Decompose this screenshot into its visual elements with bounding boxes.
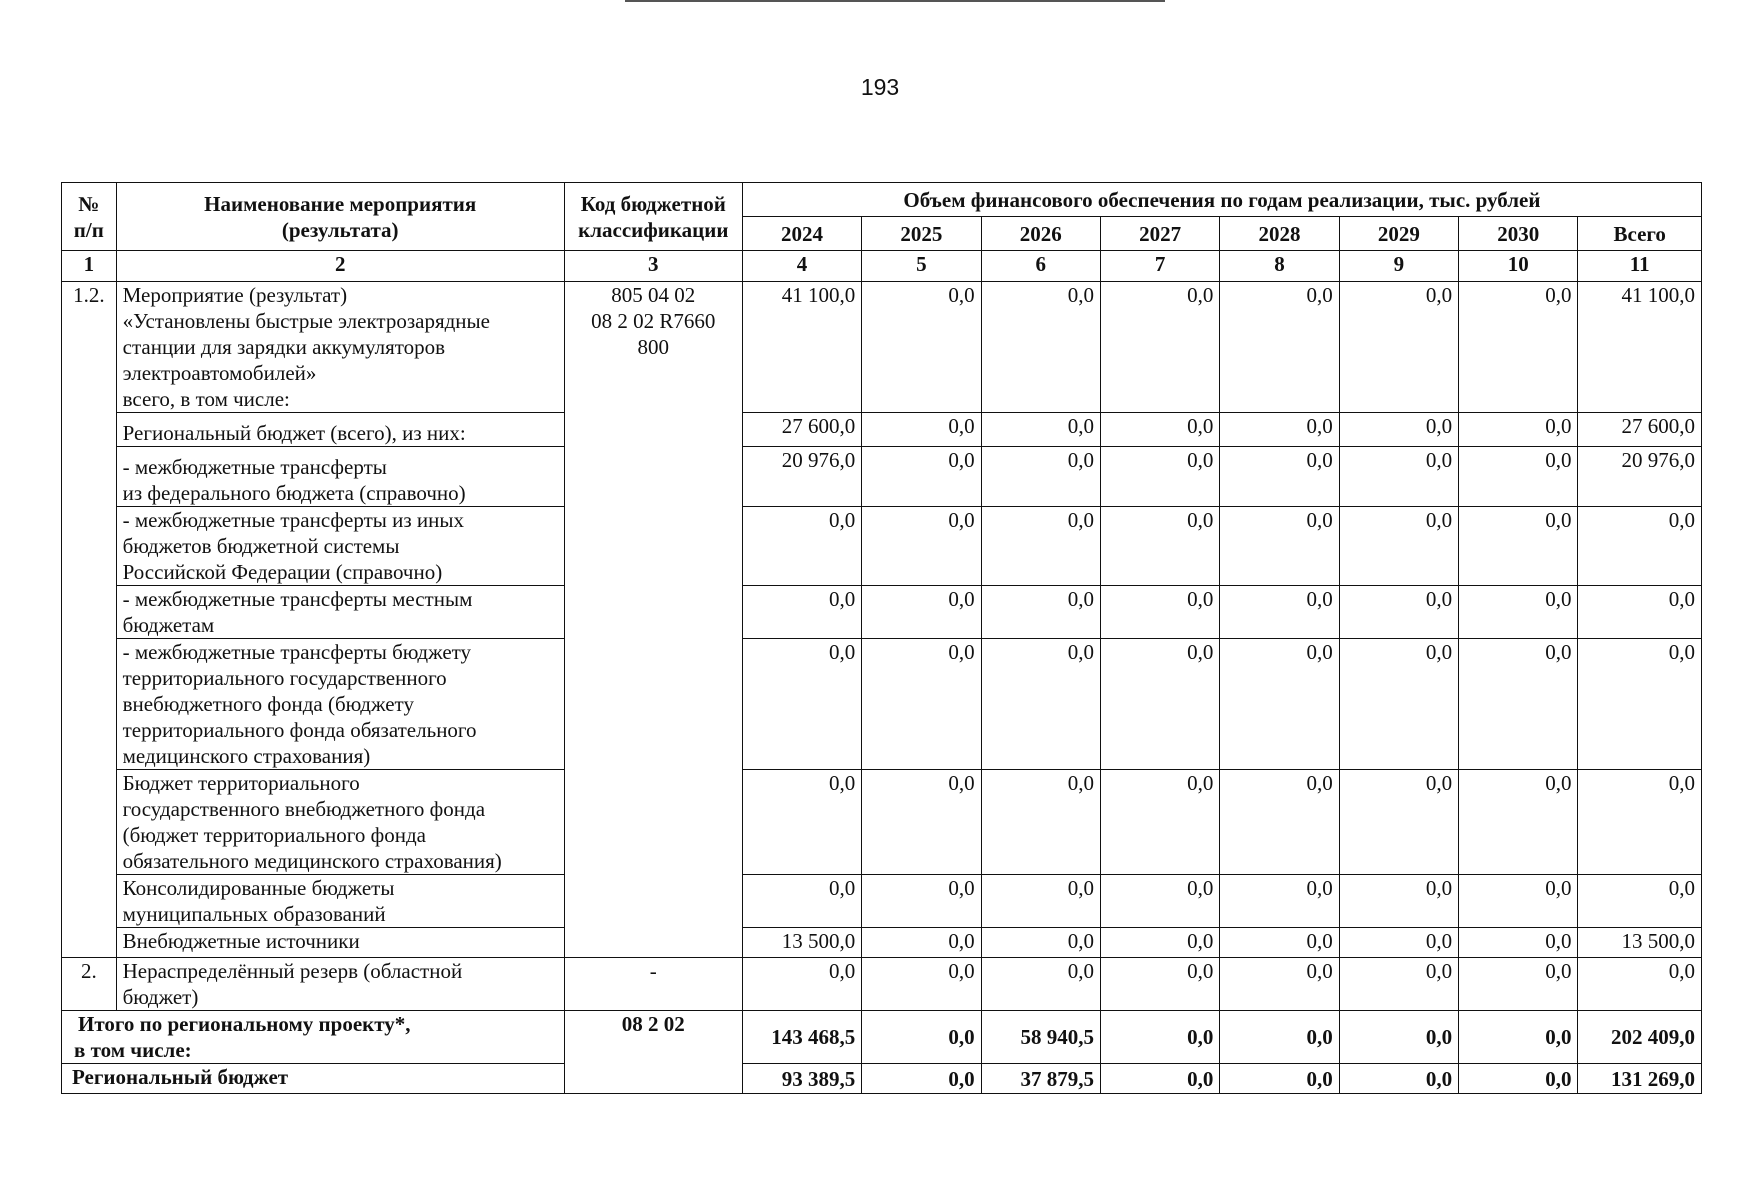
value-cell: 0,0 bbox=[1220, 282, 1339, 413]
value-cell: 0,0 bbox=[862, 770, 981, 875]
value-cell: 0,0 bbox=[1459, 958, 1578, 1011]
row-name-line: - межбюджетные трансферты из иных bbox=[122, 508, 464, 532]
value-cell: 0,0 bbox=[1220, 958, 1339, 1011]
regional-value-cell: 0,0 bbox=[1100, 1064, 1219, 1094]
value-cell: 0,0 bbox=[1339, 875, 1458, 928]
header-name bbox=[116, 183, 564, 251]
value-cell: 0,0 bbox=[1459, 413, 1578, 447]
header-year-6: 2030 bbox=[1459, 217, 1578, 251]
value-cell: 13 500,0 bbox=[742, 928, 861, 958]
page-number: 193 bbox=[860, 74, 900, 100]
table-row bbox=[62, 958, 1702, 1011]
header-year-1: 2025 bbox=[862, 217, 981, 251]
budget-code: - bbox=[564, 958, 742, 1011]
regional-value-cell: 0,0 bbox=[1459, 1064, 1578, 1094]
row-name-line: (бюджет территориального фонда bbox=[122, 823, 426, 847]
value-cell: 0,0 bbox=[1339, 413, 1458, 447]
total-value-cell: 0,0 bbox=[862, 1011, 981, 1064]
value-cell: 0,0 bbox=[1100, 507, 1219, 586]
value-cell: 0,0 bbox=[981, 413, 1100, 447]
column-number-11: 11 bbox=[1578, 251, 1702, 282]
row-name-line: бюджетов бюджетной системы bbox=[122, 534, 400, 558]
row-name bbox=[116, 928, 564, 958]
row-name-line: из федерального бюджета (справочно) bbox=[122, 481, 466, 505]
value-cell: 0,0 bbox=[742, 586, 861, 639]
value-cell: 0,0 bbox=[1339, 958, 1458, 1011]
column-number-5: 5 bbox=[862, 251, 981, 282]
row-name-line: муниципальных образований bbox=[122, 902, 386, 926]
column-number-7: 7 bbox=[1100, 251, 1219, 282]
column-number-1: 1 bbox=[62, 251, 117, 282]
row-name-line: Российской Федерации (справочно) bbox=[122, 560, 443, 584]
value-cell: 0,0 bbox=[1578, 770, 1702, 875]
value-cell: 0,0 bbox=[1220, 639, 1339, 770]
column-number-6: 6 bbox=[981, 251, 1100, 282]
value-cell: 0,0 bbox=[1339, 928, 1458, 958]
column-number-8: 8 bbox=[1220, 251, 1339, 282]
header-name-line1: Наименование мероприятия bbox=[204, 191, 477, 216]
value-cell: 0,0 bbox=[1220, 770, 1339, 875]
total-name-line: Итого по региональному проекту*, bbox=[78, 1012, 411, 1036]
regional-value-cell: 131 269,0 bbox=[1578, 1064, 1702, 1094]
row-name-line: Нераспределённый резерв (областной bbox=[122, 959, 463, 983]
value-cell: 0,0 bbox=[1459, 639, 1578, 770]
row-number: 2. bbox=[62, 958, 117, 1011]
value-cell: 0,0 bbox=[1339, 770, 1458, 875]
regional-name: Региональный бюджет bbox=[62, 1064, 565, 1094]
value-cell: 20 976,0 bbox=[1578, 447, 1702, 507]
total-value-cell: 58 940,5 bbox=[981, 1011, 1100, 1064]
table-row bbox=[62, 507, 1702, 586]
value-cell: 0,0 bbox=[981, 282, 1100, 413]
row-name-line: всего, в том числе: bbox=[122, 387, 290, 411]
value-cell: 0,0 bbox=[1459, 770, 1578, 875]
table-row bbox=[62, 928, 1702, 958]
header-year-3: 2027 bbox=[1100, 217, 1219, 251]
row-name-line: «Установлены быстрые электрозарядные bbox=[122, 309, 490, 333]
value-cell: 0,0 bbox=[1459, 875, 1578, 928]
value-cell: 0,0 bbox=[1339, 639, 1458, 770]
row-name-line: государственного внебюджетного фонда bbox=[122, 797, 486, 821]
row-name bbox=[116, 958, 564, 1011]
value-cell: 0,0 bbox=[1100, 586, 1219, 639]
value-cell: 0,0 bbox=[1220, 928, 1339, 958]
column-number-2: 2 bbox=[116, 251, 564, 282]
row-name bbox=[116, 639, 564, 770]
table-row bbox=[62, 586, 1702, 639]
total-value-cell: 202 409,0 bbox=[1578, 1011, 1702, 1064]
budget-code bbox=[564, 282, 742, 958]
value-cell: 0,0 bbox=[1220, 586, 1339, 639]
row-name bbox=[116, 413, 564, 447]
column-numbers-row bbox=[62, 251, 1702, 282]
header-name-line2: (результата) bbox=[281, 217, 399, 242]
budget-code-line: 800 bbox=[637, 335, 670, 359]
row-name-line: Мероприятие (результат) bbox=[122, 283, 348, 307]
value-cell: 0,0 bbox=[1459, 928, 1578, 958]
row-name bbox=[116, 875, 564, 928]
regional-row bbox=[62, 1064, 1702, 1094]
row-name-line: Внебюджетные источники bbox=[122, 929, 360, 953]
value-cell: 0,0 bbox=[1100, 639, 1219, 770]
header-no bbox=[62, 183, 117, 251]
row-name-line: территориального фонда обязательного bbox=[122, 718, 477, 742]
row-name-line: - межбюджетные трансферты местным bbox=[122, 587, 473, 611]
value-cell: 0,0 bbox=[1100, 928, 1219, 958]
value-cell: 41 100,0 bbox=[1578, 282, 1702, 413]
budget-table bbox=[61, 182, 1702, 1094]
value-cell: 0,0 bbox=[1220, 875, 1339, 928]
value-cell: 0,0 bbox=[1100, 958, 1219, 1011]
value-cell: 0,0 bbox=[862, 928, 981, 958]
table-row bbox=[62, 770, 1702, 875]
value-cell: 0,0 bbox=[1578, 958, 1702, 1011]
header-year-2: 2026 bbox=[981, 217, 1100, 251]
value-cell: 0,0 bbox=[981, 875, 1100, 928]
header-year-5: 2029 bbox=[1339, 217, 1458, 251]
row-name bbox=[116, 507, 564, 586]
value-cell: 13 500,0 bbox=[1578, 928, 1702, 958]
header-funding: Объем финансового обеспечения по годам реализации, тыс. рублей bbox=[742, 183, 1701, 217]
value-cell: 0,0 bbox=[742, 958, 861, 1011]
table-row bbox=[62, 639, 1702, 770]
value-cell: 0,0 bbox=[862, 507, 981, 586]
header-no-line2: п/п bbox=[73, 217, 104, 242]
value-cell: 0,0 bbox=[1339, 507, 1458, 586]
value-cell: 0,0 bbox=[742, 507, 861, 586]
value-cell: 0,0 bbox=[742, 875, 861, 928]
value-cell: 0,0 bbox=[1459, 447, 1578, 507]
row-name-line: - межбюджетные трансферты бюджету bbox=[122, 640, 472, 664]
total-row bbox=[62, 1011, 1702, 1064]
row-name-line: территориального государственного bbox=[122, 666, 447, 690]
table-row bbox=[62, 282, 1702, 413]
value-cell: 0,0 bbox=[1100, 413, 1219, 447]
regional-value-cell: 93 389,5 bbox=[742, 1064, 861, 1094]
value-cell: 0,0 bbox=[981, 770, 1100, 875]
total-name-line: в том числе: bbox=[74, 1038, 192, 1062]
row-name-line: - межбюджетные трансферты bbox=[122, 455, 387, 479]
header-year-0: 2024 bbox=[742, 217, 861, 251]
regional-value-cell: 0,0 bbox=[1220, 1064, 1339, 1094]
header-year-7: Всего bbox=[1578, 217, 1702, 251]
value-cell: 0,0 bbox=[862, 875, 981, 928]
value-cell: 0,0 bbox=[1339, 447, 1458, 507]
value-cell: 0,0 bbox=[981, 507, 1100, 586]
top-rule bbox=[625, 0, 1165, 2]
value-cell: 0,0 bbox=[1100, 447, 1219, 507]
row-name bbox=[116, 770, 564, 875]
row-name bbox=[116, 586, 564, 639]
row-name-line: внебюджетного фонда (бюджету bbox=[122, 692, 414, 716]
table-row bbox=[62, 413, 1702, 447]
total-name bbox=[62, 1011, 565, 1064]
column-number-10: 10 bbox=[1459, 251, 1578, 282]
budget-code-line: 08 2 02 R7660 bbox=[591, 309, 716, 333]
value-cell: 0,0 bbox=[1578, 586, 1702, 639]
regional-value-cell: 0,0 bbox=[862, 1064, 981, 1094]
row-name-line: бюджетам bbox=[122, 613, 215, 637]
value-cell: 0,0 bbox=[742, 770, 861, 875]
value-cell: 0,0 bbox=[862, 586, 981, 639]
value-cell: 0,0 bbox=[1339, 586, 1458, 639]
value-cell: 0,0 bbox=[1578, 875, 1702, 928]
value-cell: 0,0 bbox=[981, 586, 1100, 639]
row-name bbox=[116, 282, 564, 413]
value-cell: 20 976,0 bbox=[742, 447, 861, 507]
value-cell: 0,0 bbox=[1578, 639, 1702, 770]
value-cell: 0,0 bbox=[862, 639, 981, 770]
row-name bbox=[116, 447, 564, 507]
value-cell: 0,0 bbox=[1220, 413, 1339, 447]
row-name-line: электроавтомобилей» bbox=[122, 361, 317, 385]
value-cell: 0,0 bbox=[1578, 507, 1702, 586]
value-cell: 0,0 bbox=[1459, 282, 1578, 413]
value-cell: 0,0 bbox=[981, 447, 1100, 507]
total-value-cell: 0,0 bbox=[1459, 1011, 1578, 1064]
value-cell: 0,0 bbox=[862, 447, 981, 507]
row-name-line: Консолидированные бюджеты bbox=[122, 876, 395, 900]
regional-value-cell: 37 879,5 bbox=[981, 1064, 1100, 1094]
value-cell: 41 100,0 bbox=[742, 282, 861, 413]
row-name-line: Бюджет территориального bbox=[122, 771, 360, 795]
total-value-cell: 0,0 bbox=[1100, 1011, 1219, 1064]
value-cell: 0,0 bbox=[1459, 507, 1578, 586]
header-code-line2: классификации bbox=[578, 217, 729, 242]
total-value-cell: 143 468,5 bbox=[742, 1011, 861, 1064]
header-code bbox=[564, 183, 742, 251]
value-cell: 0,0 bbox=[1100, 282, 1219, 413]
value-cell: 0,0 bbox=[1100, 875, 1219, 928]
row-name-line: медицинского страхования) bbox=[122, 744, 371, 768]
header-code-line1: Код бюджетной bbox=[580, 191, 726, 216]
value-cell: 27 600,0 bbox=[742, 413, 861, 447]
row-name-line: обязательного медицинского страхования) bbox=[122, 849, 502, 873]
row-number: 1.2. bbox=[62, 282, 117, 958]
total-budget-code: 08 2 02 bbox=[564, 1011, 742, 1094]
value-cell: 0,0 bbox=[862, 958, 981, 1011]
value-cell: 0,0 bbox=[1339, 282, 1458, 413]
column-number-4: 4 bbox=[742, 251, 861, 282]
budget-code-line: 805 04 02 bbox=[611, 283, 696, 307]
header-year-4: 2028 bbox=[1220, 217, 1339, 251]
value-cell: 0,0 bbox=[1459, 586, 1578, 639]
value-cell: 0,0 bbox=[981, 958, 1100, 1011]
row-name-line: станции для зарядки аккумуляторов bbox=[122, 335, 446, 359]
row-name-line: Региональный бюджет (всего), из них: bbox=[122, 421, 466, 445]
value-cell: 0,0 bbox=[742, 639, 861, 770]
value-cell: 27 600,0 bbox=[1578, 413, 1702, 447]
value-cell: 0,0 bbox=[1220, 507, 1339, 586]
column-number-9: 9 bbox=[1339, 251, 1458, 282]
value-cell: 0,0 bbox=[981, 639, 1100, 770]
value-cell: 0,0 bbox=[1100, 770, 1219, 875]
total-value-cell: 0,0 bbox=[1339, 1011, 1458, 1064]
header-no-line1: № bbox=[78, 191, 100, 216]
column-number-3: 3 bbox=[564, 251, 742, 282]
table-row bbox=[62, 875, 1702, 928]
value-cell: 0,0 bbox=[981, 928, 1100, 958]
total-value-cell: 0,0 bbox=[1220, 1011, 1339, 1064]
regional-value-cell: 0,0 bbox=[1339, 1064, 1458, 1094]
value-cell: 0,0 bbox=[862, 282, 981, 413]
table-row bbox=[62, 447, 1702, 507]
row-name-line: бюджет) bbox=[122, 985, 199, 1009]
value-cell: 0,0 bbox=[862, 413, 981, 447]
value-cell: 0,0 bbox=[1220, 447, 1339, 507]
